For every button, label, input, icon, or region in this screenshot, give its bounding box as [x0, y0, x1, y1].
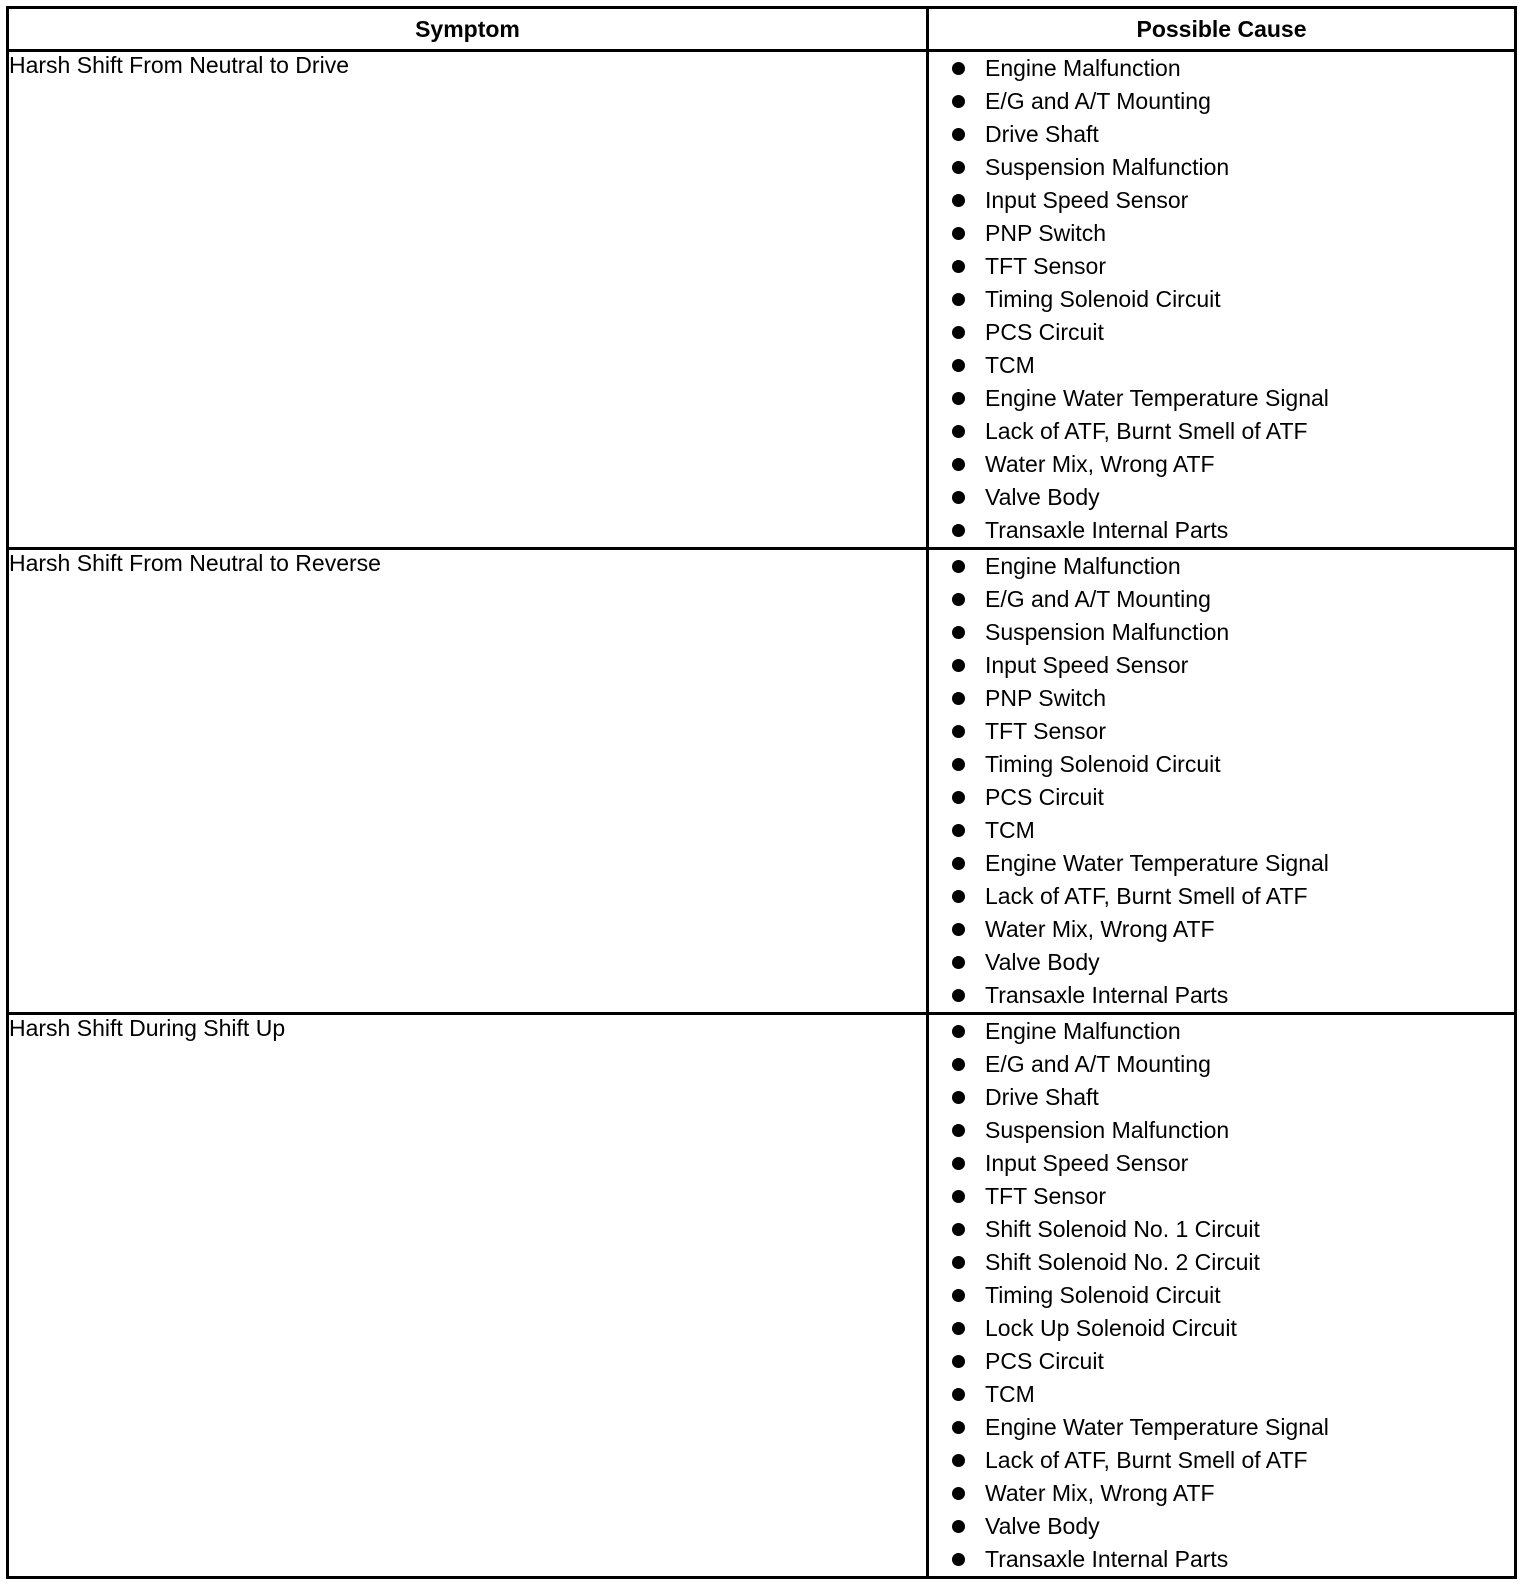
- bullet-icon: [952, 359, 965, 372]
- symptom-cell: Harsh Shift During Shift Up: [8, 1014, 928, 1578]
- bullet-icon: [952, 1355, 965, 1368]
- bullet-icon: [952, 1322, 965, 1335]
- bullet-icon: [952, 890, 965, 903]
- cause-item: [929, 913, 1514, 946]
- cause-item: [929, 1345, 1514, 1378]
- bullet-icon: [952, 593, 965, 606]
- bullet-icon: [952, 458, 965, 471]
- cause-item: [929, 184, 1514, 217]
- cause-item: [929, 1477, 1514, 1510]
- bullet-icon: [952, 1487, 965, 1500]
- bullet-icon: [952, 326, 965, 339]
- bullet-icon: [952, 692, 965, 705]
- cause-text: TCM: [985, 1381, 1035, 1407]
- bullet-icon: [952, 956, 965, 969]
- bullet-icon: [952, 62, 965, 75]
- cause-item: [929, 382, 1514, 415]
- bullet-icon: [952, 1124, 965, 1137]
- cause-item: [929, 283, 1514, 316]
- cause-text: Transaxle Internal Parts: [985, 1546, 1229, 1572]
- cause-text: TCM: [985, 817, 1035, 843]
- cause-item: [929, 1279, 1514, 1312]
- cause-text: Engine Water Temperature Signal: [985, 1414, 1329, 1440]
- cause-item: [929, 1048, 1514, 1081]
- bullet-icon: [952, 1091, 965, 1104]
- cause-item: [929, 814, 1514, 847]
- bullet-icon: [952, 1190, 965, 1203]
- cause-text: PNP Switch: [985, 220, 1107, 246]
- cause-text: Suspension Malfunction: [985, 154, 1230, 180]
- cause-item: [929, 1114, 1514, 1147]
- bullet-icon: [952, 1058, 965, 1071]
- cause-text: Timing Solenoid Circuit: [985, 286, 1221, 312]
- cause-item: [929, 316, 1514, 349]
- cause-text: Transaxle Internal Parts: [985, 517, 1229, 543]
- cause-text: Timing Solenoid Circuit: [985, 751, 1221, 777]
- bullet-icon: [952, 923, 965, 936]
- cause-text: Engine Water Temperature Signal: [985, 385, 1329, 411]
- cause-item: [929, 514, 1514, 547]
- cause-text: Suspension Malfunction: [985, 619, 1230, 645]
- bullet-icon: [952, 95, 965, 108]
- bullet-icon: [952, 725, 965, 738]
- cause-list: [929, 52, 1514, 547]
- bullet-icon: [952, 659, 965, 672]
- cause-item: [929, 217, 1514, 250]
- bullet-icon: [952, 989, 965, 1002]
- bullet-icon: [952, 194, 965, 207]
- table-body: [8, 51, 1516, 1578]
- bullet-icon: [952, 791, 965, 804]
- cause-item: [929, 1378, 1514, 1411]
- cause-list: [929, 550, 1514, 1012]
- cause-text: Lack of ATF, Burnt Smell of ATF: [985, 1447, 1308, 1473]
- cause-item: [929, 448, 1514, 481]
- cause-item: [929, 781, 1514, 814]
- cause-item: [929, 1015, 1514, 1048]
- cause-text: Valve Body: [985, 1513, 1100, 1539]
- bullet-icon: [952, 1025, 965, 1038]
- cause-item: [929, 748, 1514, 781]
- cause-item: [929, 682, 1514, 715]
- cause-text: Engine Malfunction: [985, 1018, 1181, 1044]
- cause-item: [929, 52, 1514, 85]
- cause-text: Water Mix, Wrong ATF: [985, 451, 1215, 477]
- possible-cause-cell: [928, 51, 1516, 549]
- diagnosis-sheet: [6, 6, 1514, 1586]
- table-row: [8, 51, 1516, 549]
- cause-text: Lack of ATF, Burnt Smell of ATF: [985, 883, 1308, 909]
- cause-text: TFT Sensor: [985, 1183, 1106, 1209]
- cause-item: [929, 1180, 1514, 1213]
- cause-text: Transaxle Internal Parts: [985, 982, 1229, 1008]
- symptom-cause-table: [6, 6, 1517, 1579]
- bullet-icon: [952, 227, 965, 240]
- bullet-icon: [952, 824, 965, 837]
- cause-text: Water Mix, Wrong ATF: [985, 1480, 1215, 1506]
- cause-item: [929, 151, 1514, 184]
- cause-item: [929, 1411, 1514, 1444]
- cause-item: [929, 880, 1514, 913]
- cause-item: [929, 1444, 1514, 1477]
- bullet-icon: [952, 1289, 965, 1302]
- cause-text: E/G and A/T Mounting: [985, 88, 1211, 114]
- bullet-icon: [952, 1223, 965, 1236]
- bullet-icon: [952, 524, 965, 537]
- possible-cause-column-header: Possible Cause: [928, 8, 1516, 51]
- header-row: [8, 8, 1516, 51]
- cause-item: [929, 1147, 1514, 1180]
- cause-text: PCS Circuit: [985, 319, 1104, 345]
- cause-text: PNP Switch: [985, 685, 1107, 711]
- cause-text: Drive Shaft: [985, 1084, 1099, 1110]
- table-row: [8, 549, 1516, 1014]
- bullet-icon: [952, 260, 965, 273]
- cause-text: Input Speed Sensor: [985, 652, 1189, 678]
- cause-item: [929, 1213, 1514, 1246]
- cause-text: Shift Solenoid No. 1 Circuit: [985, 1216, 1260, 1242]
- cause-text: Shift Solenoid No. 2 Circuit: [985, 1249, 1260, 1275]
- cause-text: Lack of ATF, Burnt Smell of ATF: [985, 418, 1308, 444]
- cause-text: TCM: [985, 352, 1035, 378]
- cause-item: [929, 481, 1514, 514]
- bullet-icon: [952, 1421, 965, 1434]
- possible-cause-cell: [928, 1014, 1516, 1578]
- cause-text: TFT Sensor: [985, 253, 1106, 279]
- cause-text: Valve Body: [985, 949, 1100, 975]
- symptom-column-header: Symptom: [8, 8, 928, 51]
- cause-item: [929, 1312, 1514, 1345]
- bullet-icon: [952, 1157, 965, 1170]
- bullet-icon: [952, 857, 965, 870]
- cause-item: [929, 649, 1514, 682]
- cause-item: [929, 1246, 1514, 1279]
- cause-text: Engine Malfunction: [985, 553, 1181, 579]
- cause-text: Input Speed Sensor: [985, 1150, 1189, 1176]
- cause-text: PCS Circuit: [985, 1348, 1104, 1374]
- cause-item: [929, 250, 1514, 283]
- bullet-icon: [952, 392, 965, 405]
- cause-item: [929, 118, 1514, 151]
- cause-text: Engine Malfunction: [985, 55, 1181, 81]
- cause-item: [929, 1543, 1514, 1576]
- bullet-icon: [952, 128, 965, 141]
- cause-text: Engine Water Temperature Signal: [985, 850, 1329, 876]
- bullet-icon: [952, 161, 965, 174]
- cause-text: E/G and A/T Mounting: [985, 1051, 1211, 1077]
- cause-item: [929, 1510, 1514, 1543]
- cause-text: Suspension Malfunction: [985, 1117, 1230, 1143]
- cause-text: Timing Solenoid Circuit: [985, 1282, 1221, 1308]
- table-row: [8, 1014, 1516, 1578]
- cause-text: E/G and A/T Mounting: [985, 586, 1211, 612]
- cause-item: [929, 715, 1514, 748]
- cause-item: [929, 979, 1514, 1012]
- bullet-icon: [952, 425, 965, 438]
- bullet-icon: [952, 560, 965, 573]
- bullet-icon: [952, 1520, 965, 1533]
- possible-cause-cell: [928, 549, 1516, 1014]
- cause-list: [929, 1015, 1514, 1576]
- cause-text: Drive Shaft: [985, 121, 1099, 147]
- cause-item: [929, 1081, 1514, 1114]
- bullet-icon: [952, 1256, 965, 1269]
- cause-text: Lock Up Solenoid Circuit: [985, 1315, 1237, 1341]
- cause-text: Valve Body: [985, 484, 1100, 510]
- cause-item: [929, 550, 1514, 583]
- bullet-icon: [952, 1388, 965, 1401]
- symptom-cell: Harsh Shift From Neutral to Reverse: [8, 549, 928, 1014]
- bullet-icon: [952, 758, 965, 771]
- bullet-icon: [952, 491, 965, 504]
- cause-text: PCS Circuit: [985, 784, 1104, 810]
- symptom-cell: Harsh Shift From Neutral to Drive: [8, 51, 928, 549]
- cause-item: [929, 583, 1514, 616]
- cause-text: Input Speed Sensor: [985, 187, 1189, 213]
- bullet-icon: [952, 1553, 965, 1566]
- cause-item: [929, 349, 1514, 382]
- bullet-icon: [952, 293, 965, 306]
- bullet-icon: [952, 626, 965, 639]
- bullet-icon: [952, 1454, 965, 1467]
- cause-text: Water Mix, Wrong ATF: [985, 916, 1215, 942]
- cause-item: [929, 946, 1514, 979]
- cause-item: [929, 616, 1514, 649]
- cause-item: [929, 847, 1514, 880]
- cause-item: [929, 415, 1514, 448]
- cause-item: [929, 85, 1514, 118]
- cause-text: TFT Sensor: [985, 718, 1106, 744]
